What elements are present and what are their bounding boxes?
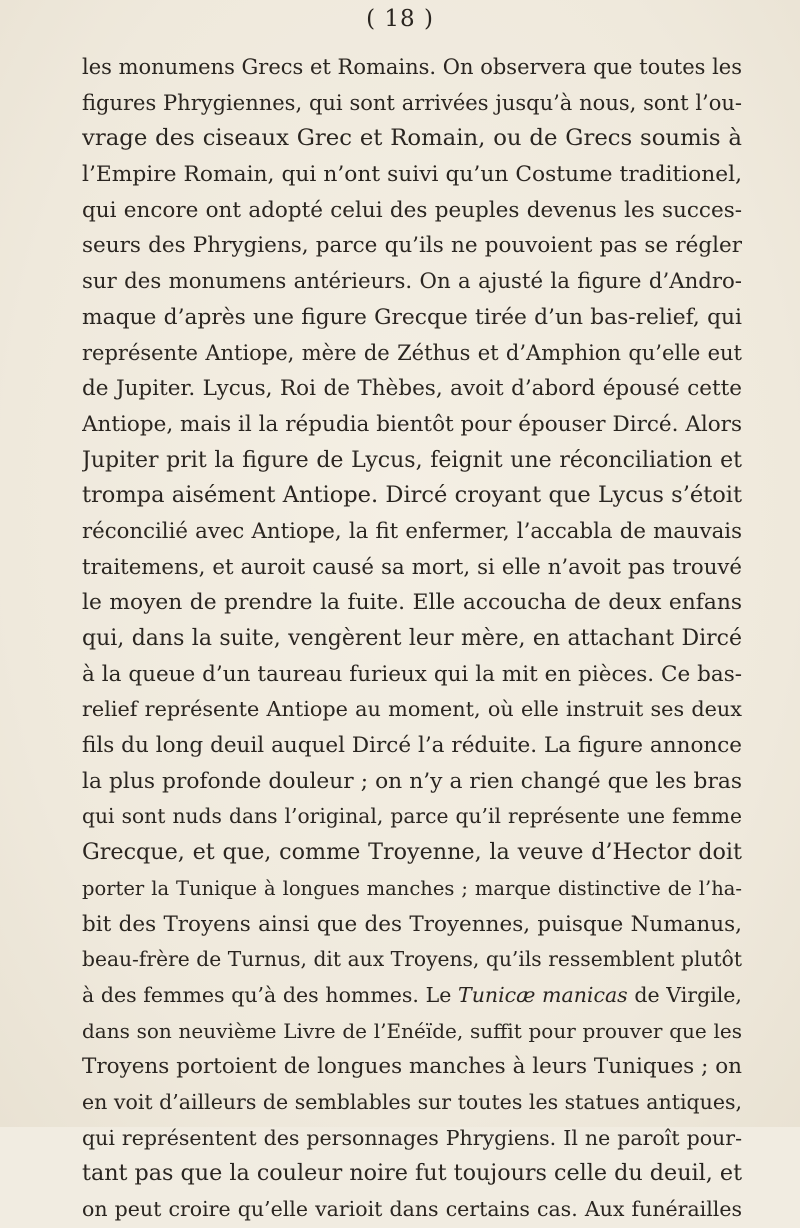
text-line: de Jupiter. Lycus, Roi de Thèbes, avoit d’abord épousé cette	[82, 376, 742, 402]
text-line: qui encore ont adopté celui des peuples devenus les succes-	[82, 197, 742, 223]
text-line: qui sont nuds dans l’original, parce qu’il représente une femme	[82, 804, 742, 829]
italic-quote: Tunicæ manicas	[458, 982, 628, 1007]
text-line: les monumens Grecs et Romains. On observera que toutes les	[82, 55, 742, 79]
text-line: qui représentent des personnages Phrygiens. Il ne paroît pour-	[82, 1125, 742, 1150]
text-line: porter la Tunique à longues manches ; marque distinctive de l’ha-	[82, 876, 742, 900]
text-segment: à des femmes qu’à des hommes. Le	[82, 982, 452, 1007]
text-line: Jupiter prit la figure de Lycus, feignit une réconciliation et	[82, 447, 742, 473]
text-line: sur des monumens antérieurs. On a ajusté la figure d’Andro-	[82, 269, 742, 295]
text-line: figures Phrygiennes, qui sont arrivées jusqu’à nous, sont l’ou-	[82, 90, 742, 115]
text-line: traitemens, et auroit causé sa mort, si elle n’avoit pas trouvé	[82, 554, 742, 580]
text-line: la plus profonde douleur ; on n’y a rien changé que les bras	[82, 768, 742, 794]
text-line: en voit d’ailleurs de semblables sur toutes les statues antiques,	[82, 1089, 742, 1114]
text-line: Troyens portoient de longues manches à leurs Tuniques ; on	[82, 1054, 742, 1080]
text-segment: de Virgile,	[634, 982, 742, 1007]
text-line: fils du long deuil auquel Dircé l’a réduite. La figure annonce	[82, 733, 742, 759]
text-line: à la queue d’un taureau furieux qui la mit en pièces. Ce bas-	[82, 661, 742, 687]
text-line: beau-frère de Turnus, dit aux Troyens, qu’ils ressemblent plutôt	[82, 947, 742, 972]
text-line: Antiope, mais il la répudia bientôt pour épouser Dircé. Alors	[82, 411, 742, 437]
body-text	[82, 50, 742, 1228]
text-line: dans son neuvième Livre de l’Enéïde, suffit pour prouver que les	[82, 1018, 742, 1043]
text-line: réconcilié avec Antiope, la fit enfermer, l’accabla de mauvais	[82, 518, 742, 544]
text-line: on peut croire qu’elle varioit dans certains cas. Aux funérailles	[82, 1197, 742, 1221]
text-line-with-italic	[82, 978, 742, 1014]
text-line: tant pas que la couleur noire fut toujours celle du deuil, et	[82, 1160, 742, 1187]
text-line: maque d’après une figure Grecque tirée d’un bas-relief, qui	[82, 304, 742, 330]
text-line: le moyen de prendre la fuite. Elle accoucha de deux enfans	[82, 590, 742, 616]
page-number: ( 18 )	[366, 6, 434, 32]
text-line: représente Antiope, mère de Zéthus et d’Amphion qu’elle eut	[82, 340, 742, 365]
text-line: seurs des Phrygiens, parce qu’ils ne pouvoient pas se régler	[82, 233, 742, 259]
text-line: vrage des ciseaux Grec et Romain, ou de Grecs soumis à	[82, 125, 742, 152]
text-line: qui, dans la suite, vengèrent leur mère, en attachant Dircé	[82, 626, 742, 651]
text-line: Grecque, et que, comme Troyenne, la veuve d’Hector doit	[82, 839, 742, 866]
text-line: l’Empire Romain, qui n’ont suivi qu’un Costume traditionel,	[82, 162, 742, 188]
text-line: bit des Troyens ainsi que des Troyennes, puisque Numanus,	[82, 911, 742, 937]
text-line: relief représente Antiope au moment, où elle instruit ses deux	[82, 697, 742, 722]
text-line: trompa aisément Antiope. Dircé croyant que Lycus s’étoit	[82, 482, 742, 509]
